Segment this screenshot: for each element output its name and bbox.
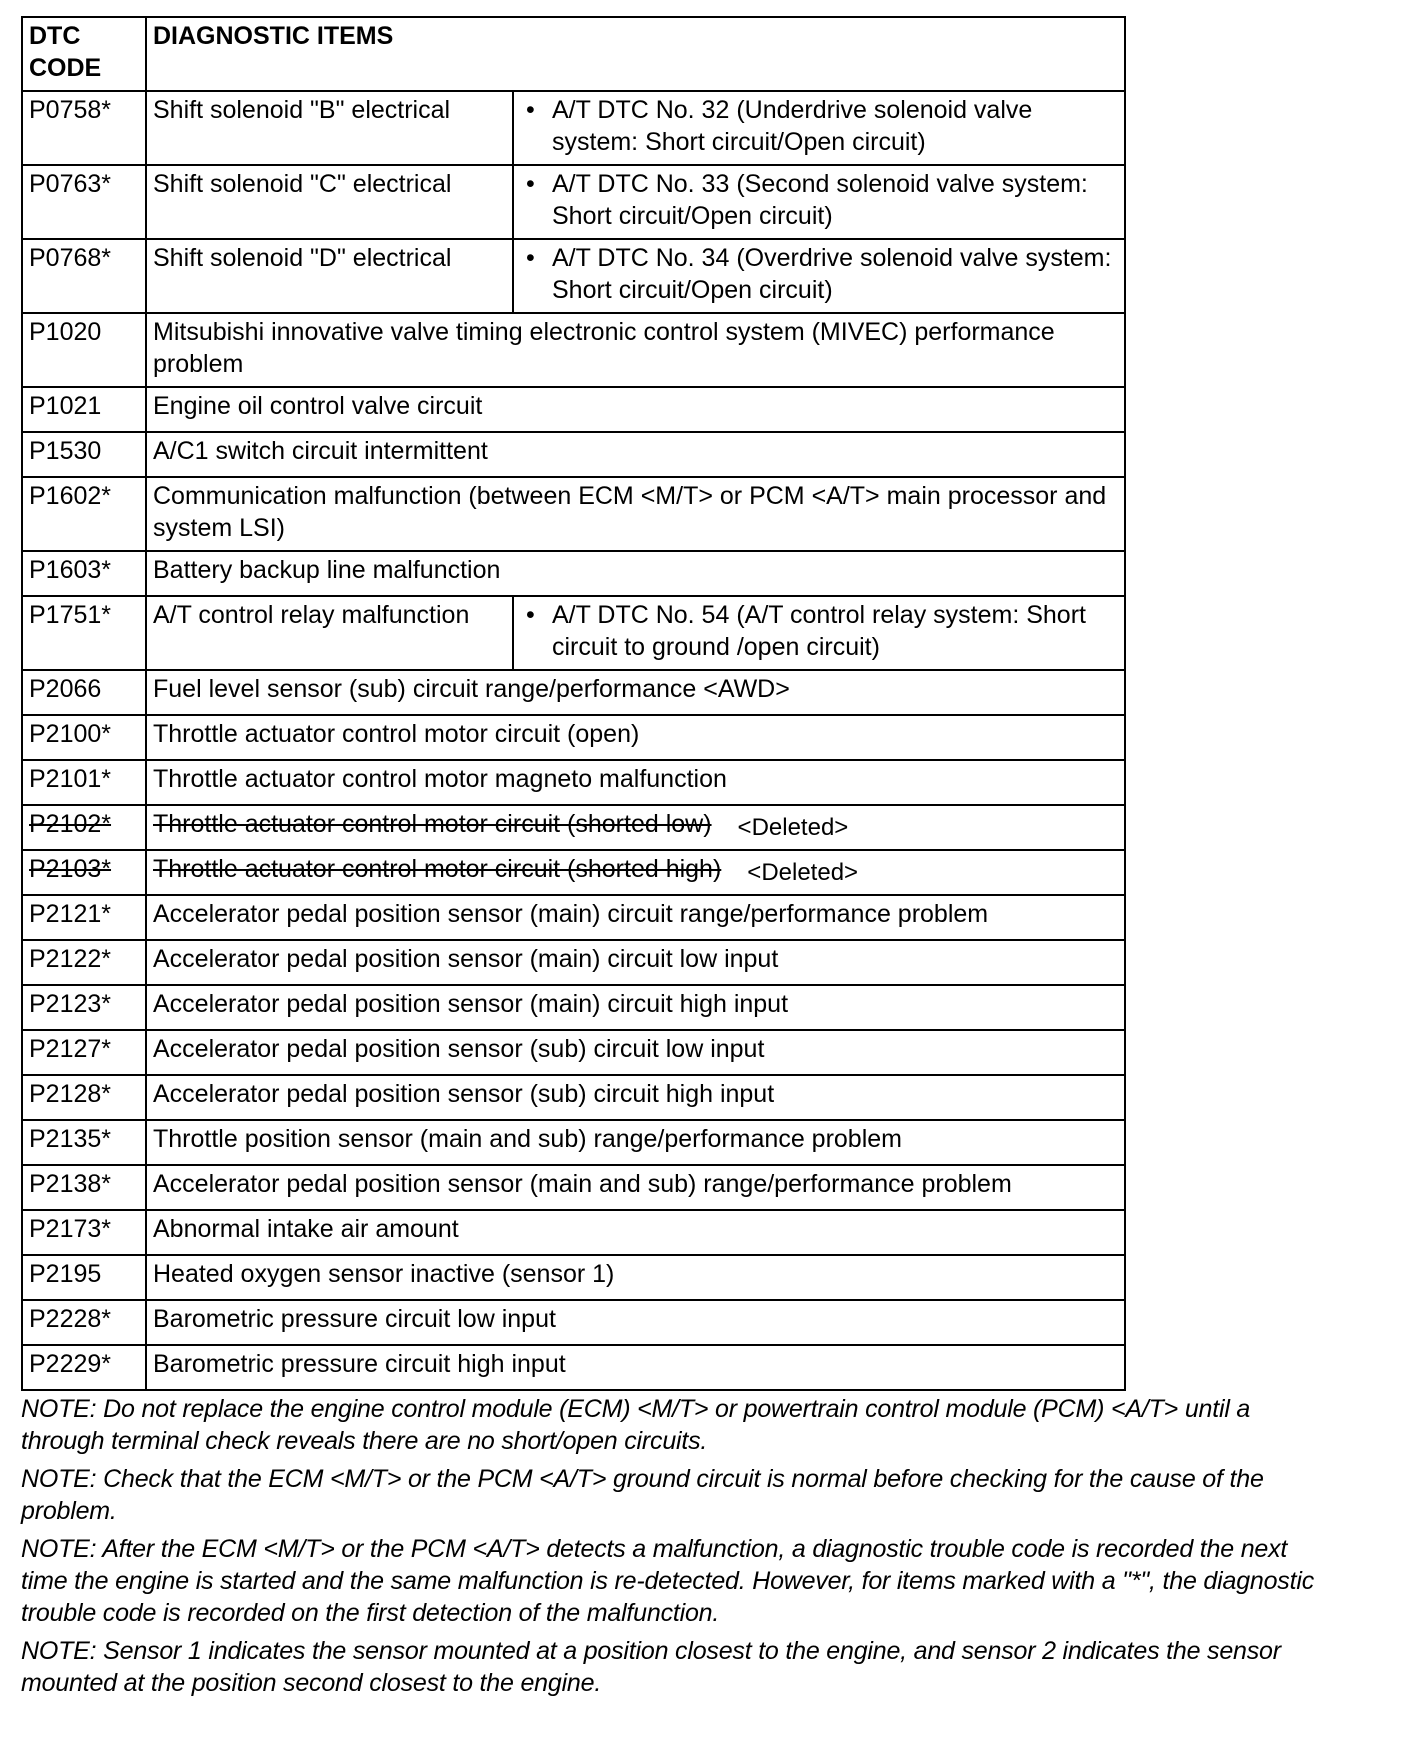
bullet-icon: • xyxy=(526,96,535,124)
table-row xyxy=(22,1120,1125,1165)
dtc-code: P2127* xyxy=(22,1030,146,1075)
table-row xyxy=(22,165,1125,239)
diagnostic-item: Communication malfunction (between ECM <M/T> or PCM <A/T> main processor and system LSI) xyxy=(146,477,1125,551)
diagnostic-item: Fuel level sensor (sub) circuit range/performance <AWD> xyxy=(146,670,1125,715)
table-row xyxy=(22,1345,1125,1390)
dtc-code: P2128* xyxy=(22,1075,146,1120)
dtc-code: P2123* xyxy=(22,985,146,1030)
table-row xyxy=(22,91,1125,165)
diagnostic-item: Abnormal intake air amount xyxy=(146,1210,1125,1255)
diagnostic-item: Heated oxygen sensor inactive (sensor 1) xyxy=(146,1255,1125,1300)
diagnostic-item: Engine oil control valve circuit xyxy=(146,387,1125,432)
diagnostic-item: Battery backup line malfunction xyxy=(146,551,1125,596)
diagnostic-detail xyxy=(513,239,1125,313)
diagnostic-item: Accelerator pedal position sensor (main and sub) range/performance problem xyxy=(146,1165,1125,1210)
dtc-code: P2173* xyxy=(22,1210,146,1255)
diagnostic-item: Shift solenoid "B" electrical xyxy=(146,91,513,165)
diagnostic-item: Throttle actuator control motor circuit (open) xyxy=(146,715,1125,760)
notes-section xyxy=(21,1393,1321,1699)
table-row xyxy=(22,387,1125,432)
deleted-label: <Deleted> xyxy=(737,814,849,841)
header-diagnostic-items: DIAGNOSTIC ITEMS xyxy=(146,17,1125,91)
dtc-code: P2228* xyxy=(22,1300,146,1345)
header-dtc-code xyxy=(22,17,146,91)
dtc-code: P2138* xyxy=(22,1165,146,1210)
diagnostic-item: A/T control relay malfunction xyxy=(146,596,513,670)
detail-text: A/T DTC No. 34 (Overdrive solenoid valve system: Short circuit/Open circuit) xyxy=(552,244,1112,304)
diagnostic-item: Throttle actuator control motor magneto malfunction xyxy=(146,760,1125,805)
dtc-code: P2229* xyxy=(22,1345,146,1390)
dtc-code xyxy=(22,850,146,895)
document-page xyxy=(21,16,1401,1705)
table-row xyxy=(22,1210,1125,1255)
dtc-code-struck: P2103* xyxy=(29,855,112,883)
diagnostic-item: Accelerator pedal position sensor (main) circuit range/performance problem xyxy=(146,895,1125,940)
table-row xyxy=(22,1075,1125,1120)
table-row xyxy=(22,760,1125,805)
item-struck: Throttle actuator control motor circuit (shorted high) xyxy=(153,855,722,883)
diagnostic-item: Accelerator pedal position sensor (sub) circuit high input xyxy=(146,1075,1125,1120)
diagnostic-item: Barometric pressure circuit low input xyxy=(146,1300,1125,1345)
dtc-code: P2100* xyxy=(22,715,146,760)
table-row xyxy=(22,551,1125,596)
note: NOTE: Sensor 1 indicates the sensor mounted at a position closest to the engine, and sensor 2 indicates the sensor mounted at the position second closest to the engine. xyxy=(21,1637,1281,1697)
diagnostic-item: Shift solenoid "C" electrical xyxy=(146,165,513,239)
diagnostic-item: Barometric pressure circuit high input xyxy=(146,1345,1125,1390)
table-row xyxy=(22,1300,1125,1345)
diagnostic-item xyxy=(146,805,1125,850)
dtc-code: P0763* xyxy=(22,165,146,239)
diagnostic-item xyxy=(146,850,1125,895)
dtc-code: P1530 xyxy=(22,432,146,477)
dtc-code: P2101* xyxy=(22,760,146,805)
table-row xyxy=(22,1165,1125,1210)
table-row xyxy=(22,985,1125,1030)
dtc-code: P1602* xyxy=(22,477,146,551)
table-header-row xyxy=(22,17,1125,91)
table-row xyxy=(22,715,1125,760)
diagnostic-item: Mitsubishi innovative valve timing electronic control system (MIVEC) performance problem xyxy=(146,313,1125,387)
dtc-code: P2122* xyxy=(22,940,146,985)
diagnostic-item: Accelerator pedal position sensor (sub) circuit low input xyxy=(146,1030,1125,1075)
diagnostic-item: Throttle position sensor (main and sub) range/performance problem xyxy=(146,1120,1125,1165)
diagnostic-detail xyxy=(513,165,1125,239)
dtc-code: P2066 xyxy=(22,670,146,715)
deleted-label: <Deleted> xyxy=(747,859,859,886)
detail-text: A/T DTC No. 32 (Underdrive solenoid valve system: Short circuit/Open circuit) xyxy=(552,96,1033,156)
dtc-code xyxy=(22,805,146,850)
dtc-code: P2135* xyxy=(22,1120,146,1165)
bullet-icon: • xyxy=(526,170,535,198)
dtc-code: P1021 xyxy=(22,387,146,432)
table-row xyxy=(22,670,1125,715)
detail-text: A/T DTC No. 33 (Second solenoid valve system: Short circuit/Open circuit) xyxy=(552,170,1088,230)
dtc-code: P0768* xyxy=(22,239,146,313)
dtc-code-struck: P2102* xyxy=(29,810,112,838)
bullet-icon: • xyxy=(526,244,535,272)
diagnostic-item: A/C1 switch circuit intermittent xyxy=(146,432,1125,477)
note: NOTE: Check that the ECM <M/T> or the PCM <A/T> ground circuit is normal before checking for the cause of the problem. xyxy=(21,1465,1264,1525)
bullet-icon: • xyxy=(526,601,535,629)
diagnostic-item: Accelerator pedal position sensor (main) circuit high input xyxy=(146,985,1125,1030)
header-code-line1: DTC xyxy=(29,22,81,50)
dtc-code: P0758* xyxy=(22,91,146,165)
item-struck: Throttle actuator control motor circuit (shorted low) xyxy=(153,810,712,838)
table-row-deleted xyxy=(22,805,1125,850)
table-row xyxy=(22,596,1125,670)
dtc-table xyxy=(21,16,1126,1391)
dtc-code: P2195 xyxy=(22,1255,146,1300)
note: NOTE: Do not replace the engine control module (ECM) <M/T> or powertrain control module (PCM) <A/T> until a through terminal check reveals there are no short/open circuits. xyxy=(21,1395,1251,1455)
dtc-code: P2121* xyxy=(22,895,146,940)
table-row xyxy=(22,1030,1125,1075)
diagnostic-item: Shift solenoid "D" electrical xyxy=(146,239,513,313)
detail-text: A/T DTC No. 54 (A/T control relay system: Short circuit to ground /open circuit) xyxy=(552,601,1086,661)
dtc-code: P1020 xyxy=(22,313,146,387)
table-row xyxy=(22,432,1125,477)
header-code-line2: CODE xyxy=(29,54,102,82)
table-row xyxy=(22,239,1125,313)
table-row xyxy=(22,477,1125,551)
note: NOTE: After the ECM <M/T> or the PCM <A/T> detects a malfunction, a diagnostic trouble code is recorded the next time the engine is started and the same malfunction is re-detected. However, for items marked with a "*", the diagnostic trouble code is recorded on the first detection of the malfunction. xyxy=(21,1535,1315,1627)
table-row xyxy=(22,313,1125,387)
dtc-code: P1751* xyxy=(22,596,146,670)
table-row xyxy=(22,940,1125,985)
diagnostic-detail xyxy=(513,91,1125,165)
diagnostic-detail xyxy=(513,596,1125,670)
table-row xyxy=(22,895,1125,940)
table-row xyxy=(22,1255,1125,1300)
table-row-deleted xyxy=(22,850,1125,895)
diagnostic-item: Accelerator pedal position sensor (main) circuit low input xyxy=(146,940,1125,985)
dtc-code: P1603* xyxy=(22,551,146,596)
